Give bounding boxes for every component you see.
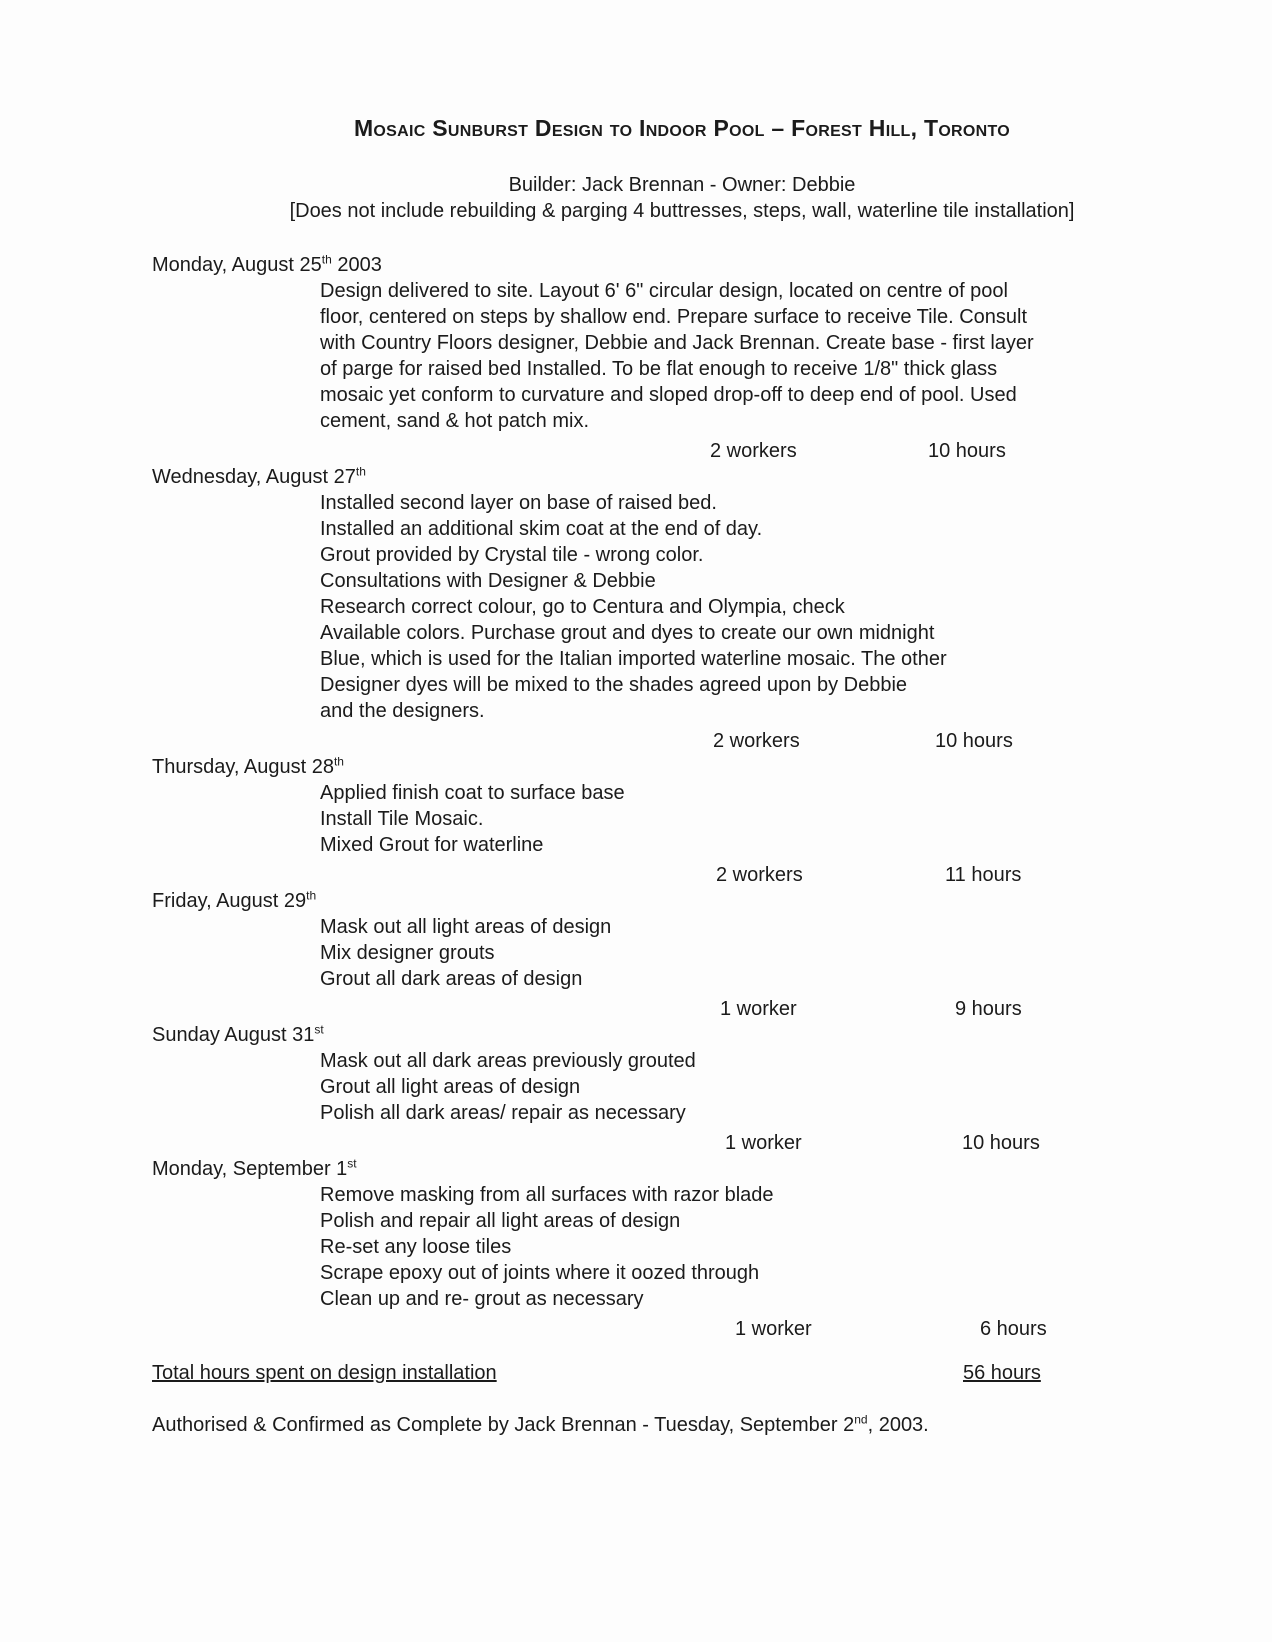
activity-line: Available colors. Purchase grout and dyes to create our own midnight [320, 622, 935, 644]
activity-line: Mask out all dark areas previously grouted [320, 1050, 696, 1072]
entry-date [152, 1156, 1212, 1182]
activity-line: Clean up and re- grout as necessary [320, 1288, 644, 1310]
authorisation-text: Authorised & Confirmed as Complete by Jack Brennan - Tuesday, September 2 [152, 1414, 855, 1436]
day-entry-aug-28 [152, 754, 1212, 888]
ordinal-superscript: th [333, 754, 344, 769]
activity-line: Remove masking from all surfaces with razor blade [320, 1184, 774, 1206]
total-hours-row [152, 1360, 1212, 1386]
activity-line: Scrape epoxy out of joints where it oozed through [320, 1262, 760, 1284]
entry-summary [152, 1316, 1212, 1342]
activity-line: Research correct colour, go to Centura and Olympia, check [320, 596, 845, 618]
authorisation-line [152, 1412, 1212, 1438]
date-text: Thursday, August 28 [152, 756, 334, 778]
total-hours-label: Total hours spent on design installation [152, 1362, 497, 1384]
entry-summary [152, 996, 1212, 1022]
builder-owner-line: Builder: Jack Brennan - Owner: Debbie [508, 174, 856, 196]
activity-line: Design delivered to site. Layout 6' 6" circular design, located on centre of pool [320, 280, 1008, 302]
workers-count: 2 workers [716, 864, 803, 886]
activity-line: Polish and repair all light areas of design [320, 1210, 681, 1232]
activity-line: Mix designer grouts [320, 942, 495, 964]
day-entry-aug-27 [152, 464, 1212, 754]
entry-summary [152, 728, 1212, 754]
hours-count: 9 hours [955, 998, 1022, 1020]
ordinal-superscript: st [347, 1156, 357, 1171]
document-title: Mosaic Sunburst Design to Indoor Pool – Forest Hill, Toronto [353, 115, 1011, 141]
activity-line: Grout provided by Crystal tile - wrong color. [320, 544, 704, 566]
activity-line: Installed second layer on base of raised bed. [320, 492, 717, 514]
date-text: Sunday August 31 [152, 1024, 315, 1046]
activity-line: Applied finish coat to surface base [320, 782, 625, 804]
authorisation-text: , 2003. [867, 1414, 929, 1436]
activity-line: Mask out all light areas of design [320, 916, 612, 938]
activity-line: Installed an additional skim coat at the end of day. [320, 518, 763, 540]
activity-line: Grout all dark areas of design [320, 968, 583, 990]
activity-line: floor, centered on steps by shallow end. Prepare surface to receive Tile. Consult [320, 306, 1028, 328]
date-text: Monday, August 25 [152, 254, 322, 276]
activity-line: Install Tile Mosaic. [320, 808, 484, 830]
day-entry-aug-29 [152, 888, 1212, 1022]
hours-count: 10 hours [935, 730, 1013, 752]
activity-line: mosaic yet conform to curvature and sloped drop-off to deep end of pool. Used [320, 384, 1017, 406]
day-entry-sep-1 [152, 1156, 1212, 1342]
scope-exclusion-note: [Does not include rebuilding & parging 4 buttresses, steps, wall, waterline tile installation] [289, 200, 1075, 222]
ordinal-superscript: th [355, 464, 366, 479]
activity-line: Consultations with Designer & Debbie [320, 570, 656, 592]
ordinal-superscript: nd [854, 1412, 868, 1427]
entry-summary [152, 438, 1212, 464]
date-text: Wednesday, August 27 [152, 466, 356, 488]
activity-line: Blue, which is used for the Italian imported waterline mosaic. The other [320, 648, 947, 670]
activity-line: Designer dyes will be mixed to the shades agreed upon by Debbie [320, 674, 908, 696]
entry-date [152, 1022, 1212, 1048]
workers-count: 1 worker [735, 1318, 812, 1340]
date-text: 2003 [331, 254, 382, 276]
entry-date [152, 888, 1212, 914]
ordinal-superscript: th [321, 252, 332, 267]
hours-count: 6 hours [980, 1318, 1047, 1340]
ordinal-superscript: th [306, 888, 317, 903]
activity-line: Mixed Grout for waterline [320, 834, 544, 856]
total-hours-value: 56 hours [963, 1362, 1041, 1384]
workers-count: 1 worker [725, 1132, 802, 1154]
activity-line: Re-set any loose tiles [320, 1236, 512, 1258]
hours-count: 10 hours [928, 440, 1006, 462]
date-text: Friday, August 29 [152, 890, 307, 912]
activity-line: of parge for raised bed Installed. To be flat enough to receive 1/8" thick glass [320, 358, 998, 380]
hours-count: 11 hours [945, 864, 1022, 886]
day-entry-aug-25 [152, 252, 1212, 464]
activity-line: Polish all dark areas/ repair as necessary [320, 1102, 686, 1124]
activity-line: cement, sand & hot patch mix. [320, 410, 590, 432]
entry-summary [152, 1130, 1212, 1156]
activity-line: Grout all light areas of design [320, 1076, 581, 1098]
entry-date [152, 754, 1212, 780]
activity-line: with Country Floors designer, Debbie and Jack Brennan. Create base - first layer [320, 332, 1034, 354]
work-log [152, 252, 1212, 1342]
workers-count: 1 worker [720, 998, 797, 1020]
activity-line: and the designers. [320, 700, 485, 722]
entry-date [152, 252, 1212, 278]
day-entry-aug-31 [152, 1022, 1212, 1156]
workers-count: 2 workers [713, 730, 800, 752]
ordinal-superscript: st [314, 1022, 324, 1037]
date-text: Monday, September 1 [152, 1158, 348, 1180]
hours-count: 10 hours [962, 1132, 1040, 1154]
workers-count: 2 workers [710, 440, 797, 462]
entry-summary [152, 862, 1212, 888]
entry-date [152, 464, 1212, 490]
